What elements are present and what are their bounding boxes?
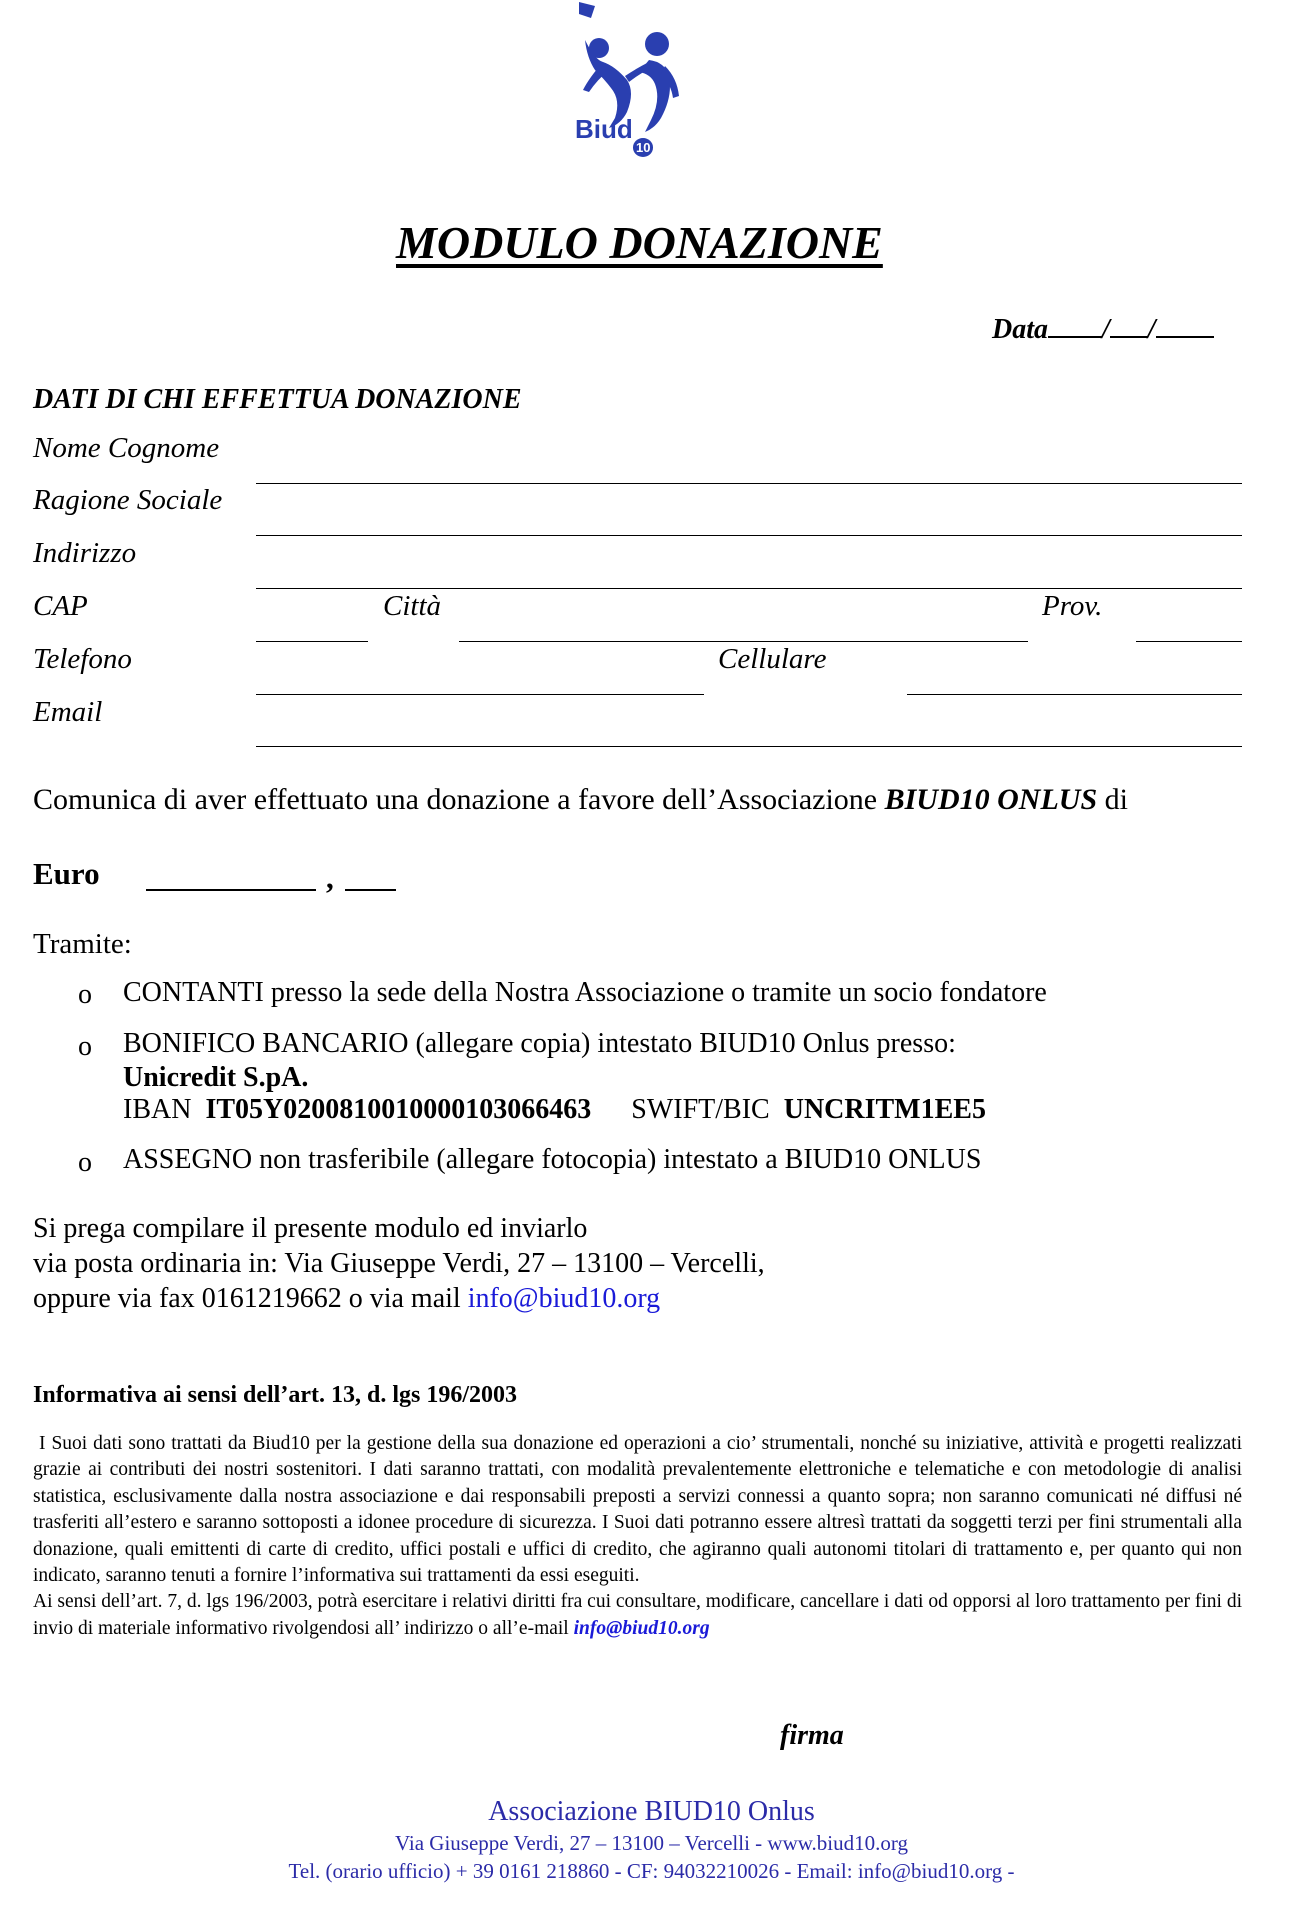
date-month-blank[interactable] [1110, 336, 1148, 338]
label-cap: CAP [33, 590, 88, 622]
comunica-text [33, 783, 1128, 817]
date-label: Data [992, 314, 1048, 345]
option-bonifico: BONIFICO BANCARIO (allegare copia) intestato BIUD10 Onlus presso: [123, 1028, 956, 1059]
section-title: DATI DI CHI EFFETTUA DONAZIONE [33, 384, 522, 415]
label-prov: Prov. [1042, 590, 1103, 622]
prov-line[interactable] [1136, 641, 1242, 642]
date-day-blank[interactable] [1048, 336, 1102, 338]
page-title: MODULO DONAZIONE [396, 217, 883, 268]
cap-line[interactable] [256, 641, 368, 642]
label-cellulare: Cellulare [718, 643, 827, 675]
citta-line[interactable] [459, 641, 1028, 642]
footer-contacts [0, 1857, 1303, 1885]
instructions-fax: oppure via fax 0161219662 o via mail [33, 1283, 461, 1314]
tramite-label: Tramite: [33, 928, 132, 960]
label-citta: Città [383, 590, 442, 622]
label-nome: Nome Cognome [33, 432, 220, 464]
privacy-paragraph-2-text: Ai sensi dell’art. 7, d. lgs 196/2003, potrà esercitare i relativi diritti fra cui consultare, modificare, cancellare i dati od opporsi al loro trattamento per fini di invio di materiale informativo rivolgendosi all’ indirizzo o all’e-mail [33, 1591, 1242, 1639]
date-sep: / [1102, 314, 1110, 345]
euro-int-line[interactable] [146, 889, 316, 891]
euro-comma: , [326, 860, 334, 895]
footer-address-text: Via Giuseppe Verdi, 27 – 13100 – Vercelli - [395, 1831, 763, 1855]
iban-label: IBAN [123, 1094, 192, 1125]
indirizzo-line[interactable] [256, 588, 1242, 589]
label-ragione: Ragione Sociale [33, 484, 223, 516]
footer-email-link[interactable]: info@biud10.org [857, 1859, 1003, 1883]
label-indirizzo: Indirizzo [33, 537, 137, 569]
footer [0, 1795, 1303, 1885]
date-sep: / [1147, 314, 1156, 345]
swift-value: UNCRITM1EE5 [783, 1094, 986, 1125]
logo [565, 0, 695, 170]
label-telefono: Telefono [33, 643, 132, 675]
footer-website-link[interactable]: www.biud10.org [767, 1831, 908, 1855]
option-assegno: ASSEGNO non trasferibile (allegare fotocopia) intestato a BIUD10 ONLUS [123, 1144, 982, 1175]
comunica-name: BIUD10 ONLUS [884, 783, 1098, 816]
logo-text: Biud [575, 114, 633, 144]
instructions-email-link[interactable]: info@biud10.org [467, 1283, 661, 1314]
ragione-line[interactable] [256, 535, 1242, 536]
signature-label: firma [780, 1720, 844, 1751]
option-contanti: CONTANTI presso la sede della Nostra Associazione o tramite un socio fondatore [123, 977, 1047, 1008]
instructions-line3 [33, 1283, 660, 1315]
iban-row [123, 1094, 986, 1126]
option-bullet[interactable]: o [78, 1031, 92, 1062]
footer-name: Associazione BIUD10 Onlus [488, 1796, 815, 1827]
telefono-line[interactable] [256, 694, 704, 695]
comunica-before: Comunica di aver effettuato una donazione a favore dell’Associazione [33, 783, 878, 816]
iban-value: IT05Y0200810010000103066463 [205, 1094, 592, 1125]
logo-sub: 10 [633, 138, 653, 157]
label-email: Email [33, 696, 103, 728]
privacy-paragraph-2 [33, 1589, 1242, 1642]
nome-line[interactable] [256, 483, 1242, 484]
privacy-email-link[interactable]: info@biud10.org [573, 1617, 710, 1639]
date-year-blank[interactable] [1156, 336, 1214, 338]
option-bullet[interactable]: o [78, 979, 92, 1010]
footer-tel: Tel. (orario ufficio) + 39 0161 218860 - CF: 94032210026 - Email: [288, 1859, 853, 1883]
instructions-line2: via posta ordinaria in: Via Giuseppe Verdi, 27 – 13100 – Vercelli, [33, 1248, 765, 1279]
privacy-body [33, 1431, 1242, 1642]
footer-tail: - [1007, 1859, 1015, 1883]
cellulare-line[interactable] [907, 694, 1242, 695]
email-line[interactable] [256, 746, 1242, 747]
instructions-line1: Si prega compilare il presente modulo ed inviarlo [33, 1213, 588, 1244]
privacy-paragraph-1: I Suoi dati sono trattati da Biud10 per la gestione della sua donazione ed operazioni a cio’ strumentali, nonché su iniziative, attività e progetti realizzati grazie ai contributi dei nostri sostenitori. I dati saranno trattati, con modalità prevalentemente elettroniche e telematiche e con metodologie di analisi statistica, esclusivamente dalla nostra associazione e dai responsabili preposti a servizi connessi a quanto sopra; non saranno comunicati né diffusi né trasferiti all’estero e saranno sottoposti a idonee procedure di sicurezza. I Suoi dati potranno essere altresì trattati da soggetti terzi per fini strumentali alla donazione, quali emittenti di carte di credito, uffici postali e uffici di credito, che agiranno quali autonomi titolari di trattamento e, per quanto qui non indicato, saranno tenuti a fornire l’informativa sui trattamenti da essi eseguiti. [33, 1433, 1242, 1587]
footer-address [0, 1829, 1303, 1857]
date-field [992, 314, 1214, 346]
comunica-after: di [1104, 783, 1128, 816]
euro-cents-line[interactable] [345, 889, 396, 891]
privacy-title: Informativa ai sensi dell’art. 13, d. lgs 196/2003 [33, 1382, 517, 1408]
bank-name: Unicredit S.pA. [123, 1062, 309, 1093]
euro-label: Euro [33, 856, 100, 891]
option-bullet[interactable]: o [78, 1147, 92, 1178]
swift-label: SWIFT/BIC [631, 1094, 770, 1125]
